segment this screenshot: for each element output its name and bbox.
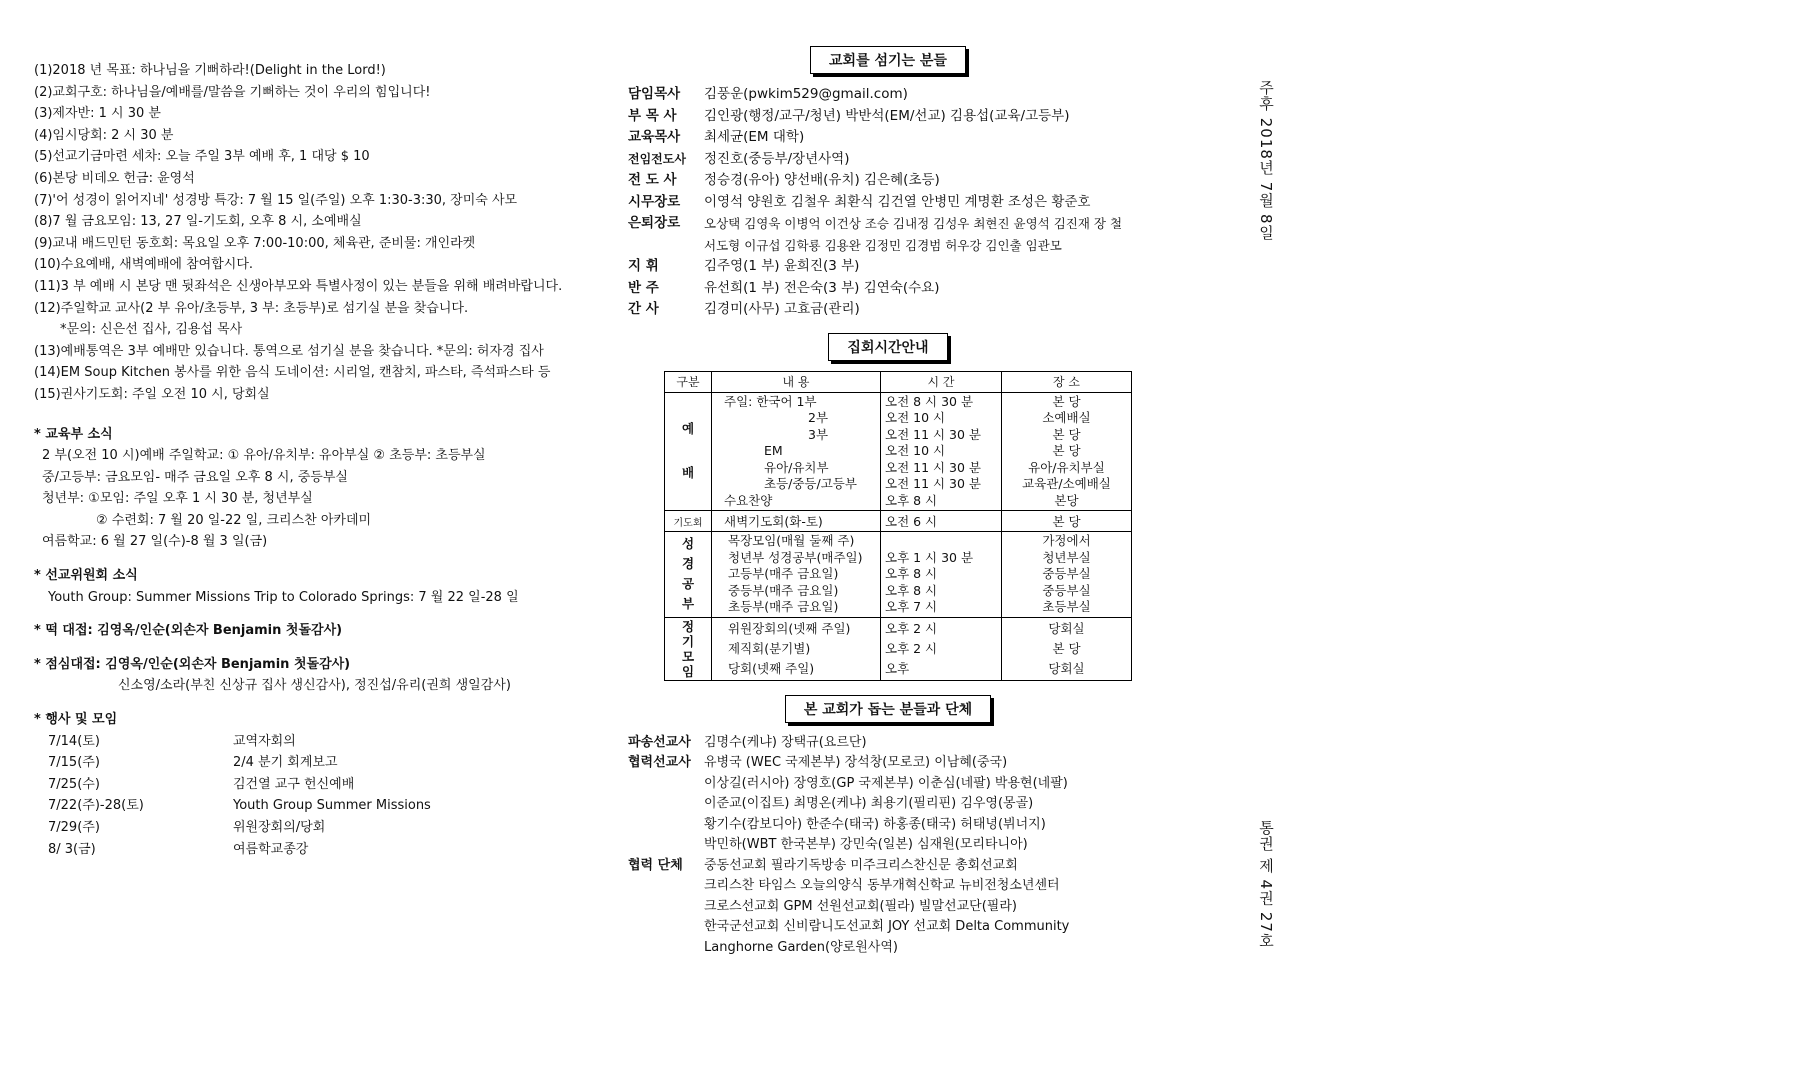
header-content: 내 용 bbox=[712, 371, 881, 392]
category-char: 기 bbox=[681, 633, 695, 649]
content-line: 청년부 성경공부(매주일) bbox=[728, 549, 863, 565]
category-char: 성 bbox=[681, 536, 695, 552]
announcement-item: (3)제자반: 1 시 30 분 bbox=[34, 106, 161, 122]
place-line: 교육관/소예배실 bbox=[1022, 476, 1111, 491]
time-line: 오전 11 시 30 분 bbox=[885, 426, 982, 442]
supported-title: 본 교회가 돕는 분들과 단체 bbox=[785, 695, 991, 723]
education-line: 중/고등부: 금요모임- 매주 금요일 오후 8 시, 중등부실 bbox=[42, 469, 348, 485]
time-line: 오후 1 시 30 분 bbox=[885, 549, 974, 565]
content-line: 목장모임(매월 둘째 주) bbox=[728, 533, 855, 548]
announcement-item: (5)선교기금마련 세차: 오늘 주일 3부 예배 후, 1 대당 $ 10 bbox=[34, 149, 370, 165]
announcement-item: *문의: 신은선 집사, 김용섭 목사 bbox=[60, 322, 243, 338]
worship-contents bbox=[712, 392, 881, 511]
header-place: 장 소 bbox=[1002, 371, 1132, 392]
staff-row bbox=[628, 213, 1148, 235]
category-char: 임 bbox=[681, 663, 695, 679]
content-line: 제직회(분기별) bbox=[728, 640, 811, 656]
staff-role: 간 사 bbox=[628, 301, 659, 317]
staff-names: 유선희(1 부) 전은숙(3 부) 김연숙(수요) bbox=[704, 279, 940, 296]
place-line: 본 당 bbox=[1052, 393, 1081, 409]
place-line: 중등부실 bbox=[1042, 582, 1091, 598]
content-line: 주일: 한국어 1부 bbox=[724, 393, 817, 409]
schedule-title: 집회시간안내 bbox=[828, 333, 947, 361]
staff-row bbox=[628, 299, 1148, 321]
announcement-item: (6)본당 비데오 헌금: 윤영석 bbox=[34, 170, 195, 186]
content-line: 초등/중등/고등부 bbox=[764, 476, 857, 491]
supported-role: 협력 단체 bbox=[628, 857, 683, 873]
staff-role: 전임전도사 bbox=[628, 151, 686, 166]
category-char: 공 bbox=[681, 576, 695, 592]
church-info-column bbox=[628, 46, 1148, 958]
worship-places bbox=[1002, 392, 1132, 511]
staff-row bbox=[628, 149, 1148, 171]
announcement-item: (9)교내 배드민턴 동호회: 목요일 오후 7:00-10:00, 체육관, 준비물: 개인라켓 bbox=[34, 235, 476, 251]
staff-role: 담임목사 bbox=[628, 86, 681, 102]
bible-category bbox=[665, 532, 712, 618]
time-line: 오후 2 시 bbox=[885, 640, 938, 656]
event-name: Youth Group Summer Missions bbox=[233, 798, 431, 814]
time-line: 오전 11 시 30 분 bbox=[885, 476, 982, 491]
category-char: 정 bbox=[681, 618, 695, 634]
event-name: 여름학교종강 bbox=[233, 841, 309, 857]
prayer-category: 기도회 bbox=[665, 511, 712, 532]
category-char: 경 bbox=[681, 556, 695, 572]
category-char: 부 bbox=[681, 596, 695, 612]
staff-role: 부 목 사 bbox=[628, 107, 677, 124]
staff-names: 김풍운(pwkim529@gmail.com) bbox=[704, 86, 908, 102]
announcement-item: (12)주일학교 교사(2 부 유아/초등부, 3 부: 초등부)로 섬기실 분을 찾습니다. bbox=[34, 300, 469, 316]
content-line: 유아/유치부 bbox=[764, 459, 829, 475]
regular-category bbox=[665, 617, 712, 680]
content-line: 위원장회의(넷째 주일) bbox=[728, 620, 851, 636]
event-row bbox=[34, 752, 594, 774]
event-date: 7/14(토) bbox=[48, 733, 100, 749]
staff-names: 김주영(1 부) 윤희진(3 부) bbox=[704, 258, 860, 274]
event-date: 8/ 3(금) bbox=[48, 841, 96, 857]
education-line: 여름학교: 6 월 27 일(수)-8 월 3 일(금) bbox=[42, 534, 268, 550]
missions-line: Youth Group: Summer Missions Trip to Colorado Springs: 7 월 22 일-28 일 bbox=[48, 589, 519, 605]
announcement-item: (7)'어 성경이 읽어지네' 성경방 특강: 7 월 15 일(주일) 오후 1:30-3:30, 장미숙 사모 bbox=[34, 192, 518, 208]
staff-names: 이영석 양원호 김철우 최환식 김건열 안병민 계명환 조성은 황준호 bbox=[704, 193, 1091, 210]
regular-places bbox=[1002, 617, 1132, 680]
place-line: 소예배실 bbox=[1042, 410, 1091, 425]
supported-names: 유병국 (WEC 국제본부) 장석창(모로코) 이남혜(중국) bbox=[704, 755, 1008, 770]
staff-role: 반 주 bbox=[628, 279, 659, 296]
time-line: 오전 11 시 30 분 bbox=[885, 459, 982, 475]
staff-names: 정승경(유아) 양선배(유치) 김은혜(초등) bbox=[704, 172, 940, 188]
staff-names: 김인광(행정/교구/청년) 박반석(EM/선교) 김용섭(교육/고등부) bbox=[704, 107, 1070, 124]
event-row bbox=[34, 774, 594, 796]
supported-names-cont: 한국군선교회 신비람니도선교회 JOY 선교회 Delta Community bbox=[704, 919, 1070, 934]
lunch-line: * 점심대접: 김영옥/인순(외손자 Benjamin 첫돌감사) bbox=[34, 656, 351, 672]
place-line: 본당 bbox=[1054, 492, 1079, 508]
worship-times bbox=[881, 392, 1002, 511]
category-char: 모 bbox=[681, 648, 695, 664]
education-line: ② 수련회: 7 월 20 일-22 일, 크리스찬 아카데미 bbox=[96, 512, 372, 528]
event-row bbox=[34, 839, 594, 861]
header-time: 시 간 bbox=[881, 371, 1002, 392]
time-line: 오전 8 시 30 분 bbox=[885, 393, 974, 409]
prayer-place: 본 당 bbox=[1002, 511, 1132, 532]
bulletin-date: 주후 2018년 7월 8일 bbox=[1257, 80, 1275, 241]
announcement-item: (1)2018 년 목표: 하나님을 기뻐하라!(Delight in the Lord!) bbox=[34, 63, 386, 78]
announcement-item: (10)수요예배, 새벽예배에 참여합시다. bbox=[34, 257, 254, 273]
place-line: 유아/유치부실 bbox=[1028, 459, 1105, 475]
supported-names-cont: 크로스선교회 GPM 선원선교회(필라) 빌말선교단(필라) bbox=[704, 898, 1017, 914]
staff-role: 교육목사 bbox=[628, 129, 681, 145]
time-line: 오후 8 시 bbox=[885, 582, 938, 598]
staff-row bbox=[628, 127, 1148, 149]
missions-header: * 선교위원회 소식 bbox=[34, 568, 138, 584]
supported-role: 협력선교사 bbox=[628, 755, 691, 770]
category-char: 배 bbox=[681, 465, 695, 481]
staff-title: 교회를 섬기는 분들 bbox=[810, 46, 966, 74]
supported-row bbox=[628, 856, 1148, 877]
bulletin-volume: 통권 제 4권 27호 bbox=[1257, 820, 1275, 949]
event-row bbox=[34, 795, 594, 817]
staff-row bbox=[628, 106, 1148, 128]
education-line: 2 부(오전 10 시)예배 주일학교: ① 유아/유치부: 유아부실 ② 초등부: 초등부실 bbox=[42, 448, 486, 464]
staff-role: 시무장로 bbox=[628, 193, 681, 210]
education-header: * 교육부 소식 bbox=[34, 426, 113, 442]
education-line: 청년부: ①모임: 주일 오후 1 시 30 분, 청년부실 bbox=[42, 491, 313, 507]
supported-names-cont: Langhorne Garden(양로원사역) bbox=[704, 939, 898, 955]
schedule-header-row bbox=[665, 371, 1132, 392]
announcement-item: (15)권사기도회: 주일 오전 10 시, 당회실 bbox=[34, 386, 270, 402]
supported-row bbox=[628, 733, 1148, 754]
bible-contents bbox=[712, 532, 881, 618]
supported-role: 파송선교사 bbox=[628, 734, 691, 750]
staff-role: 지 휘 bbox=[628, 258, 659, 274]
supported-names-cont: 박민하(WBT 한국본부) 강민숙(일본) 심재원(모리타니아) bbox=[704, 837, 1028, 852]
event-name: 김건열 교구 헌신예배 bbox=[233, 776, 355, 792]
event-name: 위원장회의/당회 bbox=[233, 820, 326, 835]
place-line: 중등부실 bbox=[1042, 566, 1091, 581]
staff-row bbox=[628, 256, 1148, 278]
staff-row bbox=[628, 278, 1148, 300]
content-line: 고등부(매주 금요일) bbox=[728, 566, 839, 581]
content-line: 2부 bbox=[808, 410, 829, 425]
regular-times bbox=[881, 617, 1002, 680]
category-char: 예 bbox=[681, 421, 695, 437]
bible-places bbox=[1002, 532, 1132, 618]
supported-names-cont: 이준교(이집트) 최명온(케냐) 최용기(필리핀) 김우영(몽골) bbox=[704, 796, 1034, 811]
header-category: 구분 bbox=[665, 371, 712, 392]
content-line: EM bbox=[764, 443, 783, 458]
place-line: 당회실 bbox=[1048, 620, 1085, 636]
place-line: 청년부실 bbox=[1042, 549, 1091, 565]
event-name: 교역자회의 bbox=[233, 733, 296, 749]
staff-names: 김경미(사무) 고효금(관리) bbox=[704, 301, 860, 317]
content-line: 수요찬양 bbox=[724, 492, 773, 508]
time-line: 오후 8 시 bbox=[885, 492, 938, 508]
supported-names-cont: 이상길(러시아) 장영호(GP 국제본부) 이춘심(네팔) 박용현(네팔) bbox=[704, 775, 1068, 791]
staff-row bbox=[628, 170, 1148, 192]
staff-role: 전 도 사 bbox=[628, 172, 677, 188]
staff-role: 은퇴장로 bbox=[628, 215, 681, 231]
staff-names: 최세균(EM 대학) bbox=[704, 129, 805, 145]
rice-cake-line: * 떡 대접: 김영옥/인순(외손자 Benjamin 첫돌감사) bbox=[34, 623, 343, 639]
place-line: 초등부실 bbox=[1042, 599, 1091, 614]
event-name: 2/4 분기 회계보고 bbox=[233, 755, 338, 771]
place-line: 본 당 bbox=[1052, 426, 1081, 442]
time-line: 오후 7 시 bbox=[885, 599, 938, 614]
place-line: 본 당 bbox=[1052, 640, 1081, 656]
announcement-item: (11)3 부 예배 시 본당 맨 뒷좌석은 신생아부모와 특별사정이 있는 분들을 위해 배려바랍니다. bbox=[34, 278, 563, 294]
time-line: 오후 bbox=[885, 660, 910, 676]
place-line: 당회실 bbox=[1048, 660, 1085, 676]
bible-times bbox=[881, 532, 1002, 618]
supported-list bbox=[628, 733, 1148, 959]
announcement-item: (4)임시당회: 2 시 30 분 bbox=[34, 127, 174, 143]
time-line: 오전 10 시 bbox=[885, 410, 946, 425]
event-date: 7/29(주) bbox=[48, 820, 100, 835]
event-date: 7/22(주)-28(토) bbox=[48, 798, 144, 814]
staff-list bbox=[628, 84, 1148, 321]
content-line: 당회(넷째 주일) bbox=[728, 660, 815, 676]
worship-row bbox=[665, 392, 1132, 511]
supported-names: 중동선교회 필라기독방송 미주크리스찬신문 총회선교회 bbox=[704, 857, 1018, 873]
supported-row bbox=[628, 753, 1148, 774]
regular-meeting-row bbox=[665, 617, 1132, 680]
event-row bbox=[34, 731, 594, 753]
event-row bbox=[34, 817, 594, 839]
time-line: 오후 2 시 bbox=[885, 620, 938, 636]
announcement-item: (2)교회구호: 하나님을/예배를/말씀을 기뻐하는 것이 우리의 힘입니다! bbox=[34, 84, 431, 100]
staff-names-cont: 서도형 이규섭 김학룡 김용완 김정민 김경범 허우강 김인출 임관모 bbox=[704, 237, 1062, 253]
event-date: 7/25(수) bbox=[48, 776, 100, 792]
events-header: * 행사 및 모임 bbox=[34, 712, 118, 728]
lunch-line-2: 신소영/소라(부친 신상규 집사 생신감사), 정진섭/유리(권희 생일감사) bbox=[118, 678, 511, 694]
place-line: 본 당 bbox=[1052, 443, 1081, 458]
schedule-table bbox=[664, 371, 1132, 681]
prayer-row bbox=[665, 511, 1132, 532]
worship-category bbox=[665, 392, 712, 511]
place-line: 가정에서 bbox=[1042, 533, 1091, 548]
time-line bbox=[885, 533, 997, 550]
staff-row bbox=[628, 192, 1148, 214]
bible-study-row bbox=[665, 532, 1132, 618]
prayer-content: 새벽기도회(화-토) bbox=[712, 511, 881, 532]
announcement-item: (13)예배통역은 3부 예배만 있습니다. 통역으로 섬기실 분을 찾습니다. *문의: 허자경 집사 bbox=[34, 343, 544, 359]
staff-names: 정진호(중등부/장년사역) bbox=[704, 150, 850, 167]
regular-contents bbox=[712, 617, 881, 680]
content-line: 3부 bbox=[808, 426, 829, 442]
announcement-item: (8)7 월 금요모임: 13, 27 일-기도회, 오후 8 시, 소예배실 bbox=[34, 214, 362, 230]
time-line: 오후 8 시 bbox=[885, 566, 938, 581]
supported-names: 김명수(케냐) 장택규(요르단) bbox=[704, 734, 867, 750]
content-line: 초등부(매주 금요일) bbox=[728, 599, 839, 614]
announcements-column bbox=[34, 60, 594, 860]
staff-row bbox=[628, 84, 1148, 106]
prayer-time: 오전 6 시 bbox=[881, 511, 1002, 532]
announcement-item: (14)EM Soup Kitchen 봉사를 위한 음식 도네이션: 시리얼, 캔참치, 파스타, 즉석파스타 등 bbox=[34, 365, 551, 381]
supported-names-cont: 크리스찬 타임스 오늘의양식 동부개혁신학교 뉴비전청소년센터 bbox=[704, 878, 1060, 893]
event-date: 7/15(주) bbox=[48, 755, 100, 771]
content-line: 중등부(매주 금요일) bbox=[728, 582, 839, 598]
supported-names-cont: 황기수(캄보디아) 한준수(태국) 하홍종(태국) 허태녕(뷔너지) bbox=[704, 816, 1046, 832]
time-line: 오전 10 시 bbox=[885, 443, 946, 458]
staff-names: 오상택 김영욱 이병억 이건상 조승 김내정 김성우 최현진 윤영석 김진재 장 철 bbox=[704, 216, 1123, 231]
